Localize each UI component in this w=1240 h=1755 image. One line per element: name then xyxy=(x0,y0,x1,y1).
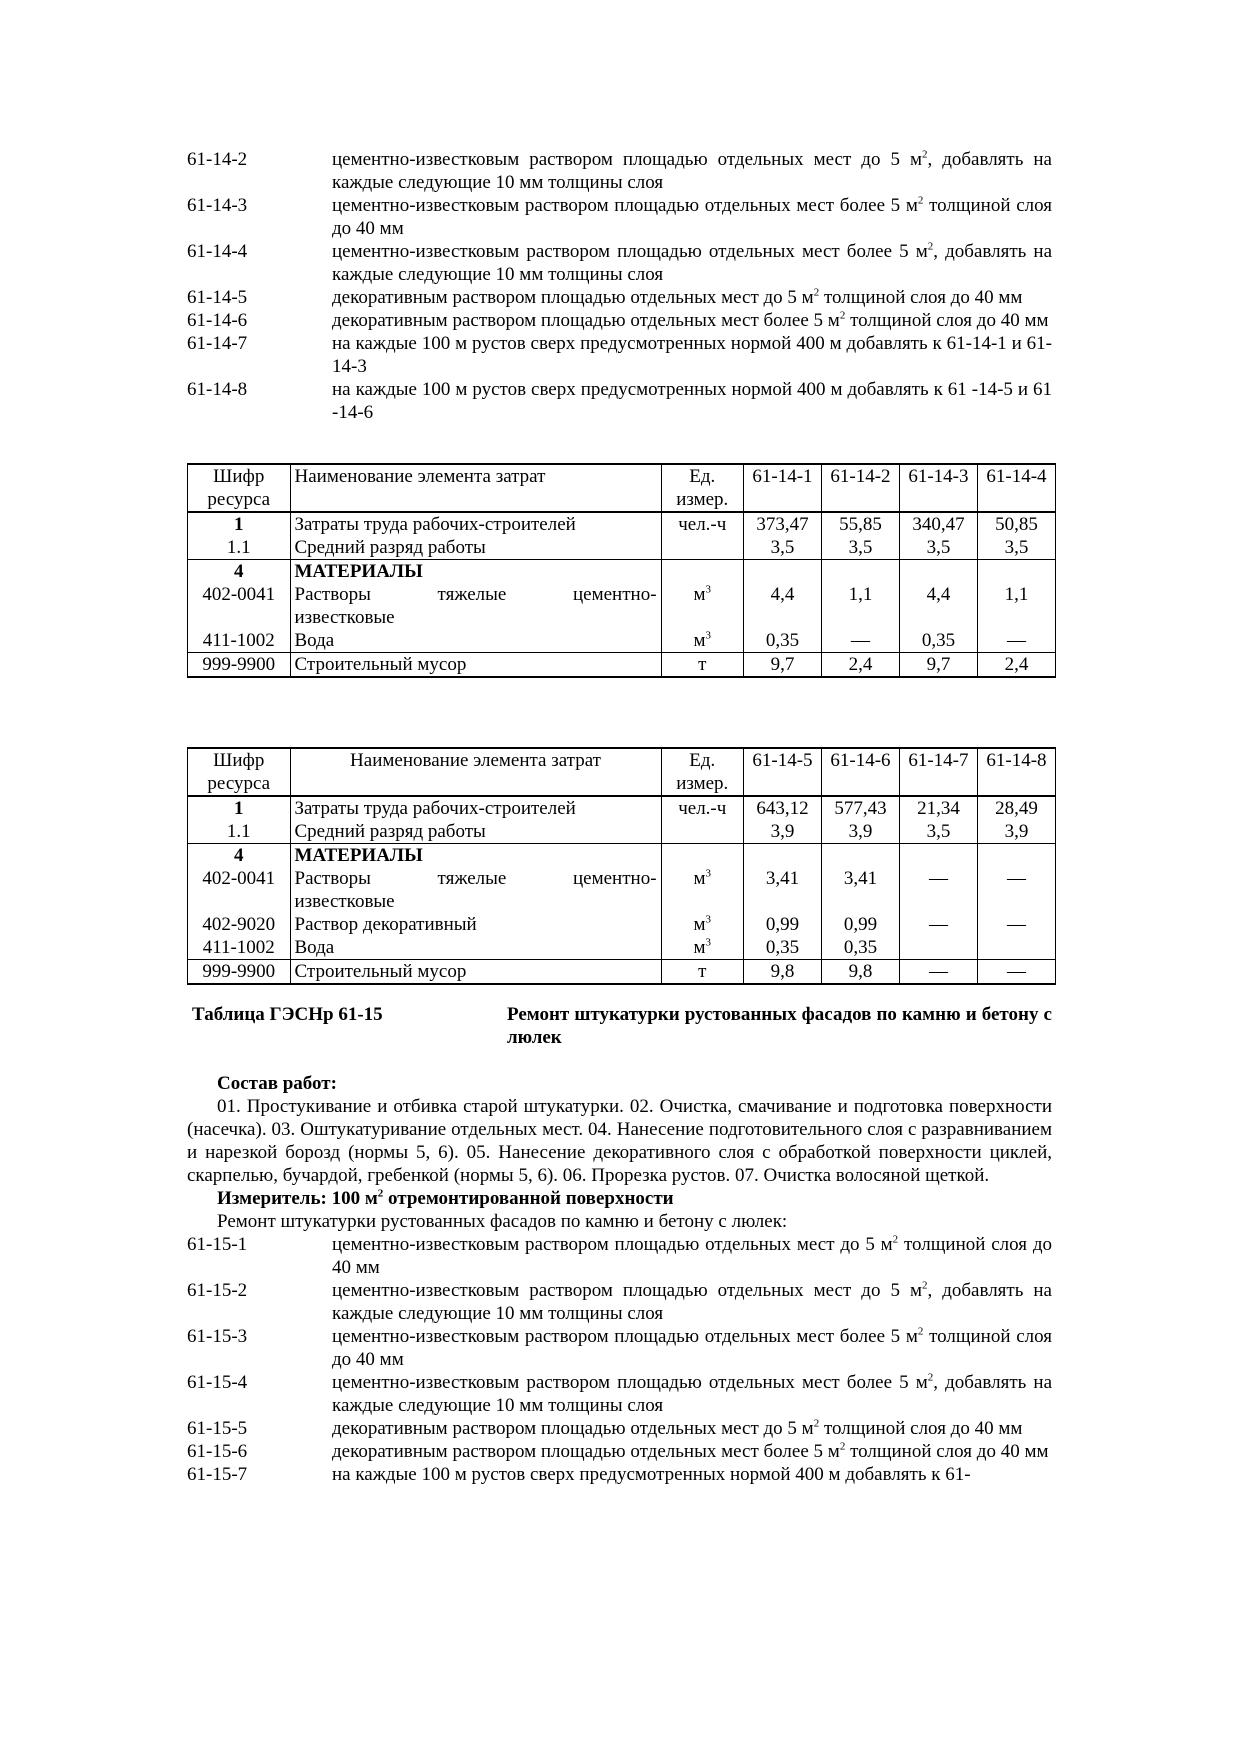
norm-value xyxy=(821,560,899,584)
resource-name: Строительный мусор xyxy=(290,653,661,678)
header-norm-code: 61-14-6 xyxy=(821,748,899,796)
norm-value: — xyxy=(821,629,899,653)
norm-code: 61-14-5 xyxy=(187,287,248,308)
norm-value: 577,43 xyxy=(821,796,899,820)
norm-entry xyxy=(187,194,1052,240)
resource-code: 999-9900 xyxy=(188,960,291,985)
resource-unit: $м^3$ xyxy=(661,867,743,913)
header-name: Наименование элемента затрат xyxy=(290,748,661,796)
norm-description: цементно-известковым раствором площадью отдельных мест до 5 $м^2$, добавлять на каждые следующие 10 мм толщины слоя xyxy=(332,1279,1052,1324)
table-row xyxy=(188,629,1056,653)
meter-line: Измеритель: 100 $м^2$ отремонтированной поверхности xyxy=(217,1187,674,1209)
resource-code: 402-0041 xyxy=(188,867,291,913)
resource-name: Вода xyxy=(290,936,661,960)
resource-unit xyxy=(661,536,743,560)
resource-table xyxy=(187,747,1056,985)
norm-entry xyxy=(187,1440,1052,1463)
table-heading xyxy=(187,1003,1052,1049)
norm-value: 4,4 xyxy=(899,583,977,629)
norm-value: 28,49 xyxy=(977,796,1055,820)
norm-value: 9,7 xyxy=(743,653,821,678)
norm-value xyxy=(899,560,977,584)
resource-name: Затраты труда рабочих-строителей xyxy=(290,512,661,536)
norm-entry xyxy=(187,1279,1052,1325)
norm-value: — xyxy=(977,629,1055,653)
norm-description: на каждые 100 м рустов сверх предусмотренных нормой 400 м добавлять к 61-14-1 и 61-14-3 xyxy=(332,333,1052,377)
norm-code: 61-14-7 xyxy=(187,333,248,354)
norm-value xyxy=(743,844,821,868)
norm-description: цементно-известковым раствором площадью отдельных мест до 5 $м^2$, добавлять на каждые следующие 10 мм толщины слоя xyxy=(332,148,1052,193)
norm-value: 3,9 xyxy=(743,820,821,844)
header-unit: Ед. измер. xyxy=(661,748,743,796)
norm-value: 9,8 xyxy=(743,960,821,985)
norm-value: 340,47 xyxy=(899,512,977,536)
resource-unit xyxy=(661,560,743,584)
norm-value: 2,4 xyxy=(977,653,1055,678)
norm-value xyxy=(977,936,1055,960)
table-row xyxy=(188,512,1056,536)
norm-value: — xyxy=(899,867,977,913)
resource-code: 402-9020 xyxy=(188,913,291,936)
table-row xyxy=(188,796,1056,820)
resource-name: МАТЕРИАЛЫ xyxy=(290,844,661,868)
table-label: Таблица ГЭСНр 61-15 xyxy=(192,1004,383,1025)
norm-description: цементно-известковым раствором площадью отдельных мест более 5 $м^2$, добавлять на каждые следующие 10 мм толщины слоя xyxy=(332,1371,1053,1416)
norm-value: — xyxy=(977,960,1055,985)
norm-value: — xyxy=(899,960,977,985)
norm-value xyxy=(899,936,977,960)
resource-code: 4 xyxy=(188,844,291,868)
norm-entry xyxy=(187,240,1052,286)
norm-value: 0,35 xyxy=(743,936,821,960)
table-title: Ремонт штукатурки рустованных фасадов по камню и бетону с люлек xyxy=(507,1004,1052,1048)
norm-code: 61-14-6 xyxy=(187,310,248,331)
table-row xyxy=(188,820,1056,844)
resource-unit: чел.-ч xyxy=(661,796,743,820)
resource-unit: $м^3$ xyxy=(661,629,743,653)
norm-value xyxy=(821,844,899,868)
norm-value: 9,8 xyxy=(821,960,899,985)
resource-name: Растворы тяжелые цементно- известковые xyxy=(290,583,661,629)
norm-description: цементно-известковым раствором площадью отдельных мест более 5 $м^2$ толщиной слоя до 40 мм xyxy=(332,194,1052,239)
resource-unit xyxy=(661,844,743,868)
works-text: 01. Простукивание и отбивка старой штукатурки. 02. Очистка, смачивание и подготовка поверхности (насечка). 03. Оштукатуривание отдельных мест. 04. Нанесение подготовительного слоя с разравниванием и нарезкой борозд (нормы 5, 6). 05. Нанесение декоративного слоя с обработкой поверхности циклей, скарпелью, бучардой, гребенкой (нормы 5, 6). 06. Прорезка рустов. 07. Очистка волосяной щеткой. xyxy=(187,1096,1052,1186)
norm-value: — xyxy=(977,867,1055,913)
resource-code: 402-0041 xyxy=(188,583,291,629)
norm-entry xyxy=(187,148,1052,194)
resource-table-61-14-5-8 xyxy=(187,747,1052,985)
header-norm-code: 61-14-5 xyxy=(743,748,821,796)
header-norm-code: 61-14-1 xyxy=(743,464,821,512)
norm-value: 373,47 xyxy=(743,512,821,536)
norm-value: 3,41 xyxy=(821,867,899,913)
norm-code: 61-15-2 xyxy=(187,1280,248,1301)
resource-unit: т xyxy=(661,960,743,985)
norm-code: 61-14-8 xyxy=(187,379,248,400)
norm-value: 3,5 xyxy=(743,536,821,560)
header-code: Шифр ресурса xyxy=(188,748,291,796)
header-norm-code: 61-14-7 xyxy=(899,748,977,796)
norm-code: 61-14-3 xyxy=(187,195,248,216)
resource-code: 411-1002 xyxy=(188,936,291,960)
norm-value: 50,85 xyxy=(977,512,1055,536)
norm-value: 1,1 xyxy=(821,583,899,629)
norm-value: 3,41 xyxy=(743,867,821,913)
norm-description: цементно-известковым раствором площадью отдельных мест более 5 $м^2$, добавлять на каждые следующие 10 мм толщины слоя xyxy=(332,240,1053,285)
norm-description: декоративным раствором площадью отдельных мест до 5 $м^2$ толщиной слоя до 40 мм xyxy=(332,286,1023,308)
norm-value: — xyxy=(899,913,977,936)
norm-value xyxy=(743,560,821,584)
resource-unit xyxy=(661,820,743,844)
norm-value: 0,35 xyxy=(821,936,899,960)
table-row xyxy=(188,844,1056,868)
table-row xyxy=(188,913,1056,936)
norm-entry xyxy=(187,378,1052,424)
document-page xyxy=(187,148,1052,1486)
norm-entry xyxy=(187,309,1052,332)
norm-code: 61-15-3 xyxy=(187,1326,248,1347)
resource-unit: чел.-ч xyxy=(661,512,743,536)
norm-value xyxy=(977,844,1055,868)
norm-value: 2,4 xyxy=(821,653,899,678)
table-row xyxy=(188,653,1056,678)
norm-value: 3,5 xyxy=(899,536,977,560)
norm-value xyxy=(899,844,977,868)
works-heading: Состав работ: xyxy=(217,1073,337,1094)
resource-table-61-14-1-4 xyxy=(187,463,1052,678)
header-norm-code: 61-14-8 xyxy=(977,748,1055,796)
norm-value: 55,85 xyxy=(821,512,899,536)
header-unit: Ед. измер. xyxy=(661,464,743,512)
resource-unit: $м^3$ xyxy=(661,936,743,960)
norm-value: 3,9 xyxy=(821,820,899,844)
norm-value: 0,99 xyxy=(821,913,899,936)
resource-code: 4 xyxy=(188,560,291,584)
norm-description: цементно-известковым раствором площадью отдельных мест до 5 $м^2$ толщиной слоя до 40 мм xyxy=(332,1233,1052,1278)
norm-value: 643,12 xyxy=(743,796,821,820)
table-row xyxy=(188,583,1056,629)
norm-entry xyxy=(187,1417,1052,1440)
resource-name: Средний разряд работы xyxy=(290,820,661,844)
header-name: Наименование элемента затрат xyxy=(290,464,661,512)
table-row xyxy=(188,936,1056,960)
norm-entry xyxy=(187,286,1052,309)
norm-description: декоративным раствором площадью отдельных мест более 5 $м^2$ толщиной слоя до 40 мм xyxy=(332,1440,1049,1462)
norm-list-61-15 xyxy=(187,1233,1052,1486)
resource-unit: $м^3$ xyxy=(661,913,743,936)
resource-code: 411-1002 xyxy=(188,629,291,653)
norm-value: 3,9 xyxy=(977,820,1055,844)
resource-name: Средний разряд работы xyxy=(290,536,661,560)
resource-name: Раствор декоративный xyxy=(290,913,661,936)
norm-entry xyxy=(187,1233,1052,1279)
table-row xyxy=(188,536,1056,560)
table-row xyxy=(188,960,1056,985)
intro-line: Ремонт штукатурки рустованных фасадов по камню и бетону с люлек: xyxy=(217,1211,788,1232)
resource-code: 1 xyxy=(188,796,291,820)
norm-description: декоративным раствором площадью отдельных мест до 5 $м^2$ толщиной слоя до 40 мм xyxy=(332,1417,1023,1439)
resource-table xyxy=(187,463,1056,678)
table-row xyxy=(188,867,1056,913)
resource-unit: т xyxy=(661,653,743,678)
resource-code: 1.1 xyxy=(188,536,291,560)
norm-value: 0,99 xyxy=(743,913,821,936)
norm-description: декоративным раствором площадью отдельных мест более 5 $м^2$ толщиной слоя до 40 мм xyxy=(332,309,1049,331)
norm-description: цементно-известковым раствором площадью отдельных мест более 5 $м^2$ толщиной слоя до 40 мм xyxy=(332,1325,1052,1370)
table-header-row xyxy=(188,748,1056,796)
header-norm-code: 61-14-3 xyxy=(899,464,977,512)
norm-code: 61-15-7 xyxy=(187,1464,248,1485)
norm-code: 61-14-4 xyxy=(187,241,248,262)
resource-unit: $м^3$ xyxy=(661,583,743,629)
norm-value: 3,5 xyxy=(899,820,977,844)
header-norm-code: 61-14-2 xyxy=(821,464,899,512)
norm-value: 3,5 xyxy=(821,536,899,560)
resource-name: Вода xyxy=(290,629,661,653)
norm-value: — xyxy=(977,913,1055,936)
norm-code: 61-15-5 xyxy=(187,1418,248,1439)
norm-value: 0,35 xyxy=(743,629,821,653)
resource-code: 1.1 xyxy=(188,820,291,844)
table-row xyxy=(188,560,1056,584)
resource-name: Строительный мусор xyxy=(290,960,661,985)
norm-entry xyxy=(187,1371,1052,1417)
header-norm-code: 61-14-4 xyxy=(977,464,1055,512)
norm-value: 4,4 xyxy=(743,583,821,629)
header-code: Шифр ресурса xyxy=(188,464,291,512)
resource-name: Затраты труда рабочих-строителей xyxy=(290,796,661,820)
norm-entry xyxy=(187,1325,1052,1371)
resource-name: Растворы тяжелые цементно- известковые xyxy=(290,867,661,913)
norm-entry xyxy=(187,332,1052,378)
norm-code: 61-15-4 xyxy=(187,1372,248,1393)
norm-value: 21,34 xyxy=(899,796,977,820)
norm-code: 61-15-6 xyxy=(187,1441,248,1462)
norm-value: 3,5 xyxy=(977,536,1055,560)
norm-entry xyxy=(187,1463,1052,1486)
norm-value: 1,1 xyxy=(977,583,1055,629)
norm-description: на каждые 100 м рустов сверх предусмотренных нормой 400 м добавлять к 61 -14-5 и 61 -14-6 xyxy=(332,379,1052,423)
norm-list-61-14 xyxy=(187,148,1052,424)
resource-code: 1 xyxy=(188,512,291,536)
norm-description: на каждые 100 м рустов сверх предусмотренных нормой 400 м добавлять к 61- xyxy=(332,1464,971,1485)
norm-code: 61-15-1 xyxy=(187,1234,248,1255)
norm-code: 61-14-2 xyxy=(187,149,248,170)
table-header-row xyxy=(188,464,1056,512)
resource-code: 999-9900 xyxy=(188,653,291,678)
norm-value xyxy=(977,560,1055,584)
norm-value: 9,7 xyxy=(899,653,977,678)
norm-value: 0,35 xyxy=(899,629,977,653)
resource-name: МАТЕРИАЛЫ xyxy=(290,560,661,584)
